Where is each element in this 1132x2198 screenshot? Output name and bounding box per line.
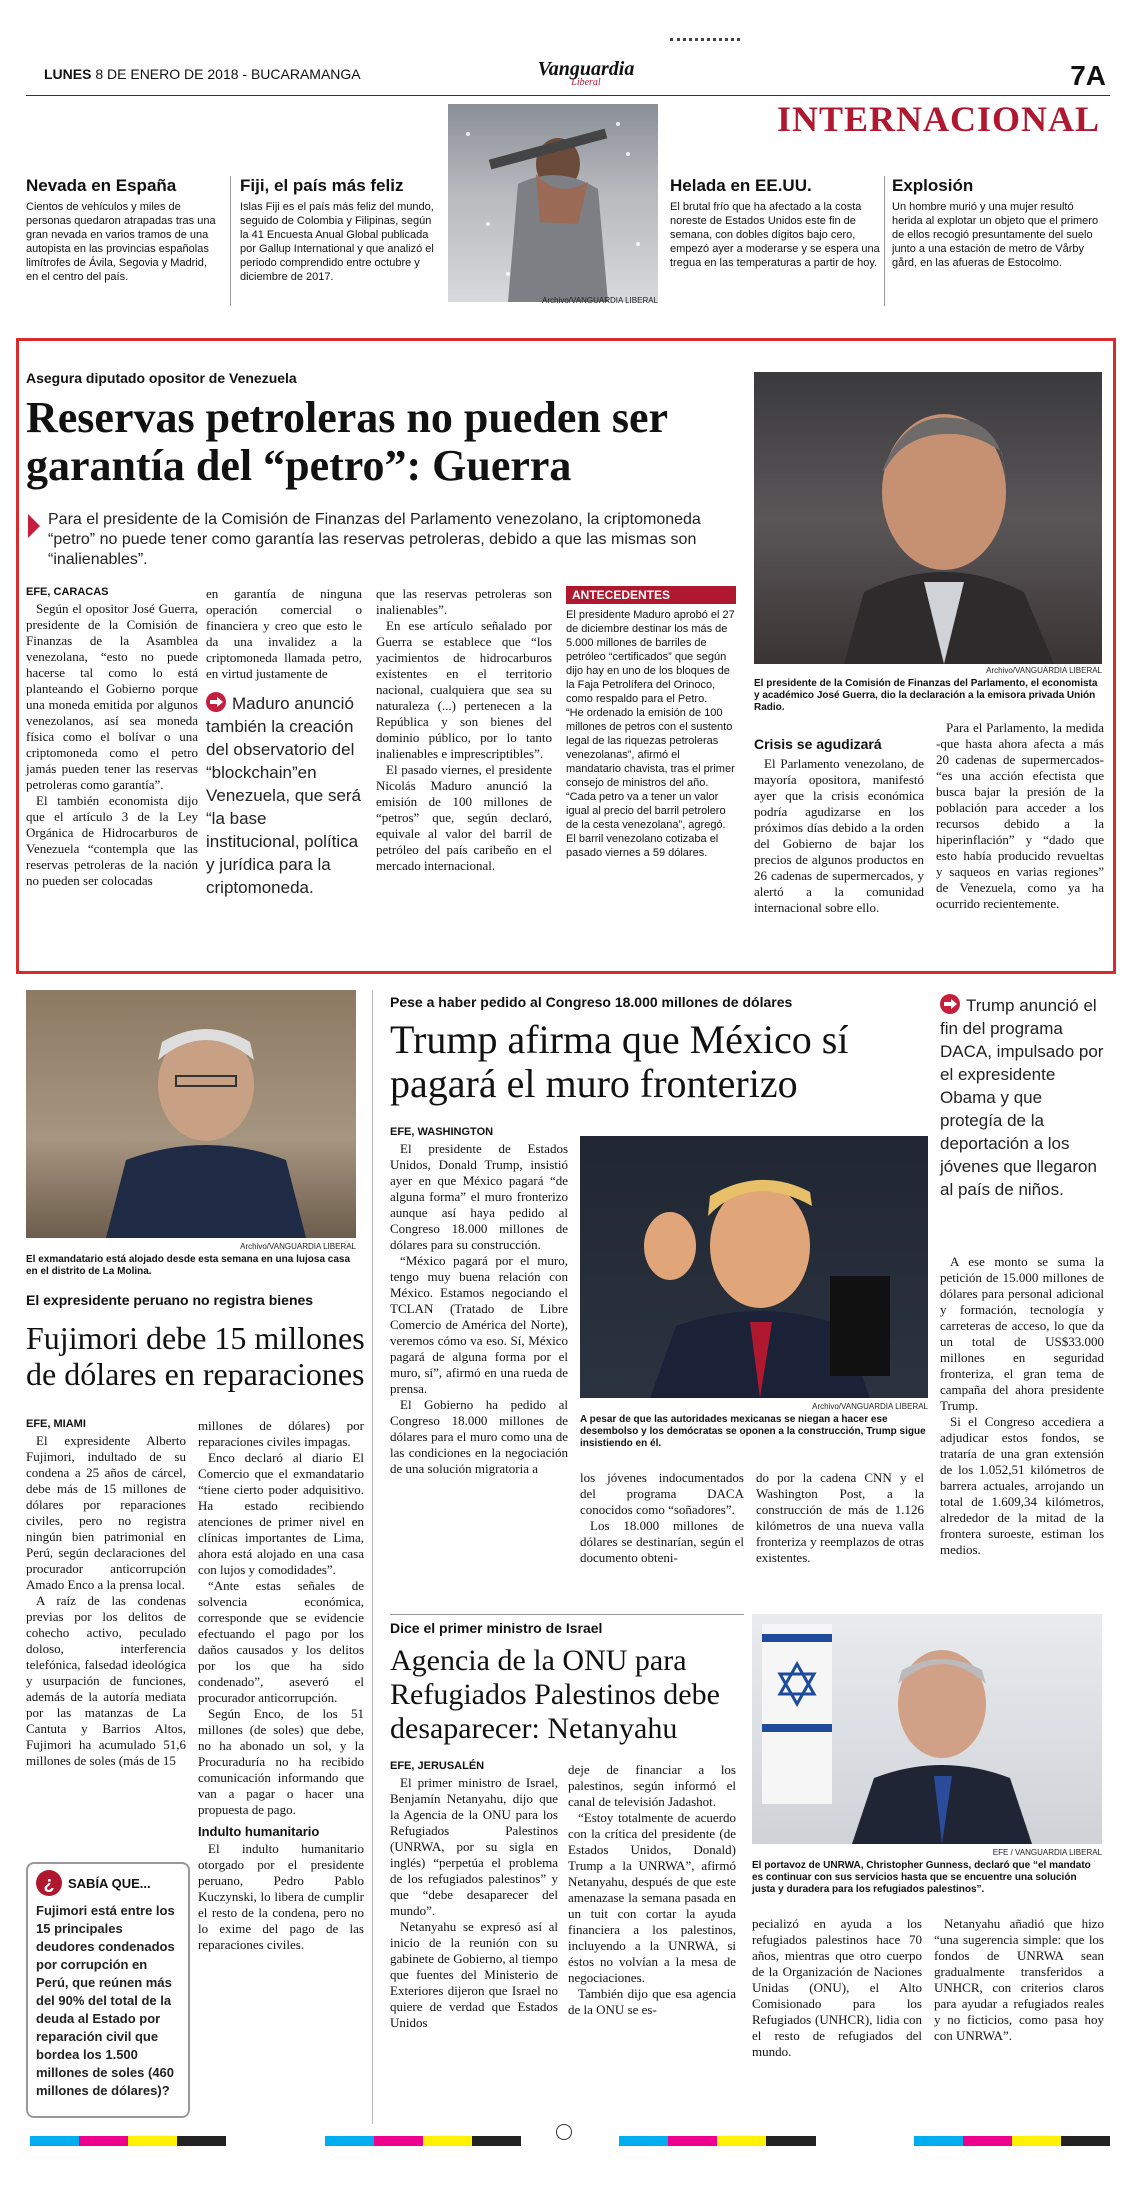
onu-headline: Agencia de la ONU para Refugiados Palestinos debe desaparecer: Netanyahu	[390, 1644, 720, 1745]
paragraph: “México pagará por el muro, tengo muy buena relación con México. Estamos negociando el TCLAN (Tratado de Libre Comercio de América del Norte), veremos cómo va eso. Sí, México pagará de alguna forma por el muro, sí”, afirmó en una rueda de prensa.	[390, 1253, 568, 1396]
sabia-que-text: Fujimori está entre los 15 principales deudores condenados por corrupción en Perú, que reúnen más del 90% del total de la deuda al Estado por reparación civil que bordea los 1.500 millones de soles (460 millones de dólares)?	[36, 1903, 175, 2098]
trump-col-4	[940, 1254, 1104, 1558]
lead-callout	[206, 692, 362, 899]
briefs-photo-credit: Archivo/VANGUARDIA LIBERAL	[542, 296, 658, 305]
paragraph: En ese artículo señalado por Guerra se establece que “los yacimientos de hidrocarburos existentes en el territorio nacional, cualquiera que sea su naturaleza (...) pertenecen a la República y son bienes del dominio público, por lo tanto inalienables e imprescriptibles”.	[376, 618, 552, 761]
netanyahu-photo	[752, 1614, 1102, 1844]
trump-source: EFE, WASHINGTON	[390, 1126, 494, 1138]
trump-photo-credit: Archivo/VANGUARDIA LIBERAL	[812, 1402, 928, 1411]
paragraph: El Parlamento venezolano, de mayoría opositora, manifestó ayer que la crisis económica podría agudizarse en los próximos días debido a la orden del Gobierno de bajar los precios de algunos productos en 26 cadenas de supermercados, y alertó a la comunidad internacional sobre ello.	[754, 756, 924, 915]
paragraph: El pasado viernes, el presidente Nicolás Maduro anunció la emisión de 100 millones de “petros” que, según declaró, equivale al valor del barril de petróleo del país caribeño en el mercado internacional.	[376, 762, 552, 873]
fujimori-source: EFE, MIAMI	[26, 1418, 86, 1430]
netanyahu-caption: El portavoz de UNRWA, Christopher Gunness, declaró que “el mandato es continuar con sus servicios hasta que se encuentre una solución justa y duradera para los refugiados palestinos”.	[752, 1860, 1091, 1895]
antecedentes-title: ANTECEDENTES	[566, 586, 736, 604]
onu-kicker: Dice el primer ministro de Israel	[390, 1620, 603, 1636]
sabia-que-box	[26, 1862, 190, 2118]
paragraph: millones de dólares) por reparaciones civiles impagas.	[198, 1418, 364, 1449]
lead-body-6	[936, 720, 1104, 912]
trump-photo	[580, 1136, 928, 1398]
fujimori-body-2	[198, 1418, 364, 1818]
brief-photo-snow	[448, 104, 658, 302]
trump-body-4	[940, 1254, 1104, 1558]
sabia-que-title: SABÍA QUE...	[68, 1875, 151, 1891]
lead-col-6	[936, 720, 1104, 912]
sabia-que-header	[36, 1870, 180, 1896]
fujimori-body-1	[26, 1433, 186, 1769]
section-title: INTERNACIONAL	[776, 99, 1100, 139]
logo-subtext: Liberal	[571, 77, 601, 88]
onu-body-3: pecializó en ayuda a los refugiados palestinos hace 70 años, mientras que otro cuerpo de la Organización de Naciones Unidas (ONU), el Alto Comisionado para los Refugiados (UNHCR), lidia con el resto de refugiados del mundo.	[752, 1916, 922, 2059]
fujimori-photo	[26, 990, 356, 1238]
paragraph: Enco declaró al diario El Comercio que el exmandatario “tiene cierto poder adquisitivo. Ha estado recibiendo atenciones de primer nivel en clínicas importantes de Lima, ahora está alojado en una casa con lujos y comodidades”.	[198, 1450, 364, 1577]
trump-col-2	[580, 1470, 744, 1566]
onu-body-1	[390, 1775, 558, 2031]
paragraph: Para el Parlamento, la medida -que hasta ahora afecta a más 20 cadenas de supermercados- “es una acción efectista que busca bajar la presión de la población para acceder a los recursos debido a la hiperinflación” y “dado que esto había producido revueltas y saqueos en varias regiones” de Venezuela, como ya ha ocurrido recientemente.	[936, 720, 1104, 911]
trump-col-1	[390, 1126, 568, 1477]
fujimori-caption: El exmandatario está alojado desde esta semana en una lujosa casa en el distrito de La Molina.	[26, 1254, 351, 1277]
color-registration-bar	[30, 2136, 1110, 2146]
brief-title: Explosión	[892, 176, 974, 195]
trump-kicker: Pese a haber pedido al Congreso 18.000 millones de dólares	[390, 994, 793, 1010]
paragraph: El también economista dijo que el artículo 3 de la Ley Orgánica de Hidrocarburos de Venezuela “contempla que las reservas petroleras de la nación no pueden ser colocadas	[26, 793, 198, 888]
brief-text: Cientos de vehículos y miles de personas quedaron atrapadas tras una gran nevada en varios tramos de una autopista en las provincias españolas limítrofes de Ávila, Segovia y Madrid, en el centro del país.	[26, 201, 216, 283]
antecedentes-box	[566, 586, 736, 860]
brief-divider	[230, 176, 231, 306]
paragraph: que las reservas petroleras son inalienables”.	[376, 586, 552, 617]
paragraph: “Ante estas señales de solvencia económica, corresponde que se evidencie efectuando el pago por los daños causados y los delitos por los que ha sido condenado”, aseveró el procurador anticorrupción.	[198, 1578, 364, 1705]
brief-divider	[884, 176, 885, 306]
lead-kicker: Asegura diputado opositor de Venezuela	[26, 370, 297, 386]
trump-illustration	[580, 1136, 928, 1398]
logo-text: Vanguardia	[537, 58, 635, 80]
page-header	[26, 60, 1110, 96]
brief-4	[892, 176, 1102, 270]
paragraph: Si el Congreso accediera a adjudicar estos fondos, se trataría de una gran extensión de los 1.052,51 kilómetros de barrera actuales, arrojando un total de 1.609,34 kilómetros, alrededor de la mitad de la frontera suroeste, estiman los medios.	[940, 1414, 1104, 1557]
onu-col-1	[390, 1760, 558, 2031]
paragraph: Netanyahu se expresó así al inicio de la reunión con su gabinete de Gobierno, al tiempo que fuentes del Ministerio de Exteriores dijeron que Israel no quiere de verdad que Estados Unidos	[390, 1919, 558, 2030]
paragraph: A ese monto se suma la petición de 15.000 millones de dólares para personal adicional y formación, tecnología y carreteras de acceso, lo que da un total de US$33.000 millones en seguridad fronteriza, el gran tema de campaña del ahora presidente Trump.	[940, 1254, 1104, 1413]
lead-body-1	[26, 601, 198, 889]
onu-body-4	[934, 1916, 1104, 2044]
lead-headline: Reservas petroleras no pueden ser garantía del “petro”: Guerra	[26, 393, 668, 490]
lead-deck-marker	[28, 514, 40, 538]
brief-text: Un hombre murió y una mujer resultó herida al explotar un objeto que el primero de ellos recogió presuntamente del suelo junto a una estación de metro de Vårby gård, en las afueras de Estocolmo.	[892, 201, 1099, 269]
paragraph: “Estoy totalmente de acuerdo con la crítica del presidente (de Estados Unidos, Donald) Trump a la UNRWA”, afirmó Netanyahu, después de que este amenazase la semana pasada en un tuit con cortar la ayuda financiera a los palestinos, incluyendo a la UNRWA, si éstos no volvían a la mesa de negociaciones.	[568, 1810, 736, 1985]
paragraph: Netanyahu añadió que hizo “una sugerencia simple: que los fondos de UNRWA sean gradualmente transferidos a UNHCR, con criterios claros para ayudar a refugiados reales y no ficticios, como pasa hoy con UNRWA”.	[934, 1916, 1104, 2043]
trump-col-3	[756, 1470, 924, 1566]
paragraph: los jóvenes indocumentados del programa DACA conocidos como “soñadores”.	[580, 1470, 744, 1517]
brief-text: El brutal frío que ha afectado a la costa noreste de Estados Unidos este fin de semana, con dobles dígitos bajo cero, empezó ayer a moderarse y se espera una tregua en las temperaturas a partir de hoy.	[670, 201, 880, 269]
lead-source: EFE, CARACAS	[26, 586, 109, 598]
onu-source: EFE, JERUSALÉN	[390, 1760, 485, 1772]
netanyahu-illustration	[752, 1614, 1102, 1844]
brief-title: Nevada en España	[26, 176, 177, 195]
lead-col-3	[376, 586, 552, 874]
trump-headline: Trump afirma que México sí pagará el muro fronterizo	[390, 1017, 849, 1106]
brief-title: Fiji, el país más feliz	[240, 176, 404, 195]
sidebar-paragraph: “He ordenado la emisión de 100 millones de petros con el sustento legal de las riquezas petroleras venezolanas”, afirmó el mandatario chavista, tras el primer consejo de ministros del año. “Cada petro va a tener un valor igual al precio del barril petrolero de la cesta venezolana”, agregó. El barril venezolano cotizaba el pasado viernes a 59 dólares.	[566, 707, 735, 859]
paragraph: También dijo que esa agencia de la ONU se es-	[568, 1986, 736, 2017]
paragraph: Según el opositor José Guerra, presidente de la Comisión de Finanzas de la Asamblea venezolana, “esto no puede hacerse tal como lo está planteando el Gobierno porque una moneda emitida por algunos venezolanos, así sea moneda física como el bolívar o una criptomoneda como el petro jamás pueden tener las reservas petroleras como garantía”.	[26, 601, 198, 792]
brief-title: Helada en EE.UU.	[670, 176, 812, 195]
snow-person-illustration	[448, 104, 658, 302]
lead-photo	[754, 372, 1102, 664]
header-dateline	[44, 66, 361, 82]
fujimori-kicker: El expresidente peruano no registra bienes	[26, 1292, 314, 1308]
brief-1	[26, 176, 222, 284]
registration-target-icon	[556, 2124, 572, 2140]
trump-body-3: do por la cadena CNN y el Washington Post, a la construcción de más de 1.126 kilómetros de una nueva valla fronteriza y reemplazos de otras existentes.	[756, 1470, 924, 1565]
trump-body-1	[390, 1141, 568, 1477]
header-day: LUNES	[44, 66, 92, 82]
paragraph: El expresidente Alberto Fujimori, indultado de su condena a 25 años de cárcel, debe más de 15 millones de dólares por reparaciones civiles, pero no registra ningún bien patrimonial en Perú, según declaraciones del procurador anticorrupción Amado Enco a la prensa local.	[26, 1433, 186, 1592]
lead-body-2: en garantía de ninguna operación comercial o financiera y creo que esto le da una invalidez a la criptomoneda llamada petro, en virtud justamente de	[206, 586, 362, 681]
paragraph: El primer ministro de Israel, Benjamín Netanyahu, dijo que la Agencia de la ONU para los Refugiados Palestinos (UNRWA, por su sigla en inglés) “perpetúa el problema de los refugiados palestinos” y que “debe desaparecer del mundo”.	[390, 1775, 558, 1918]
fujimori-photo-credit: Archivo/VANGUARDIA LIBERAL	[240, 1242, 356, 1251]
onu-body-2	[568, 1762, 736, 2018]
column-rule	[372, 990, 373, 2124]
trump-callout	[940, 994, 1104, 1201]
paragraph: Según Enco, de los 51 millones (de soles) que debe, no ha abonado un sol, y la Procuraduría no ha recibido comunicación informando que van a pagar o hacer una propuesta de pago.	[198, 1706, 364, 1817]
fujimori-headline: Fujimori debe 15 millones de dólares en reparaciones	[26, 1320, 365, 1392]
trump-caption: A pesar de que las autoridades mexicanas se niegan a hacer ese desembolso y los demócratas se oponen a la construcción, Trump sigue insistiendo en él.	[580, 1414, 926, 1449]
fujimori-col-1	[26, 1418, 186, 1769]
onu-col-3	[752, 1916, 922, 2060]
trump-body-2	[580, 1470, 744, 1566]
lead-col-2	[206, 586, 362, 899]
brief-text: Islas Fiji es el país más feliz del mundo, seguido de Colombia y Filipinas, según la 41 Encuesta Anual Global publicada por Gallup International y que analizó el periodo comprendido entre octubre y diciembre de 2017.	[240, 201, 434, 283]
lead-photo-credit: Archivo/VANGUARDIA LIBERAL	[986, 666, 1102, 675]
lead-subhead: Crisis se agudizará	[754, 736, 882, 752]
paragraph: deje de financiar a los palestinos, según informó el canal de televisión Jadashot.	[568, 1762, 736, 1809]
netanyahu-photo-credit: EFE / VANGUARDIA LIBERAL	[992, 1848, 1102, 1857]
registration-dots	[670, 38, 740, 46]
paragraph: El Gobierno ha pedido al Congreso 18.000 millones de dólares para el muro como una de las condiciones en la negociación de una solución migratoria a	[390, 1397, 568, 1476]
portrait-illustration	[754, 372, 1102, 664]
lead-col-5	[754, 736, 924, 916]
brief-3	[670, 176, 880, 270]
lead-col-1	[26, 586, 198, 889]
fujimori-body-3	[198, 1841, 364, 1953]
onu-col-2	[568, 1762, 736, 2018]
lead-deck: Para el presidente de la Comisión de Finanzas del Parlamento venezolano, la criptomoneda “petro” no puede tener como garantía las reservas petroleras, debido a que las mismas son “inalienables”.	[48, 511, 701, 568]
page-number: 7A	[1070, 60, 1106, 91]
fujimori-col-2	[198, 1418, 364, 1953]
arrow-icon	[940, 994, 960, 1014]
header-date: 8 DE ENERO DE 2018 - BUCARAMANGA	[95, 66, 361, 82]
brief-2	[240, 176, 436, 284]
paragraph: A raíz de las condenas previas por los delitos de cohecho activo, peculado doloso, interferencia telefónica, falsedad ideológica y usurpación de funciones, además de la autoría mediata por las matanzas de La Cantuta y Barrios Altos, Fujimori ha acumulado 51,6 millones de soles (más de 15	[26, 1593, 186, 1768]
lead-body-5	[754, 756, 924, 916]
arrow-icon	[206, 692, 226, 712]
callout-text: Trump anunció el fin del programa DACA, impulsado por el expresidente Obama y que protegía de la deportación a los jóvenes que llegaron al país de niños.	[940, 996, 1104, 1199]
onu-col-4	[934, 1916, 1104, 2044]
question-icon: ¿	[36, 1870, 62, 1896]
paragraph: Los 18.000 millones de dólares se destinarían, según el documento obteni-	[580, 1518, 744, 1565]
fujimori-illustration	[26, 990, 356, 1238]
newspaper-logo	[526, 58, 646, 88]
lead-body-3	[376, 586, 552, 874]
sidebar-paragraph: El presidente Maduro aprobó el 27 de diciembre destinar los más de 5.000 millones de barriles de petróleo “certificados” que según dijo hay en uno de los bloques de la Faja Petrolífera del Orinoco, como respaldo para el Petro.	[566, 609, 735, 705]
fujimori-subhead: Indulto humanitario	[198, 1824, 320, 1839]
paragraph: El indulto humanitario otorgado por el presidente peruano, Pedro Pablo Kuczynski, lo libera de cumplir el resto de la condena, pero no lo exime del pago de las reparaciones civiles.	[198, 1841, 364, 1952]
lead-photo-caption: El presidente de la Comisión de Finanzas del Parlamento, el economista y académico José Guerra, dio la declaración a la emisora privada Unión Radio.	[754, 678, 1098, 713]
antecedentes-text	[566, 608, 736, 860]
onu-rule	[390, 1614, 744, 1615]
paragraph: El presidente de Estados Unidos, Donald Trump, insistió ayer en que México pagará “de alguna forma” el muro fronterizo aunque así haya pedido al Congreso 18.000 millones de dólares para su construcción.	[390, 1141, 568, 1252]
callout-text: Maduro anunció también la creación del observatorio del “blockchain”en Venezuela, que será “la base institucional, política y jurídica para la criptomoneda.	[206, 694, 362, 897]
